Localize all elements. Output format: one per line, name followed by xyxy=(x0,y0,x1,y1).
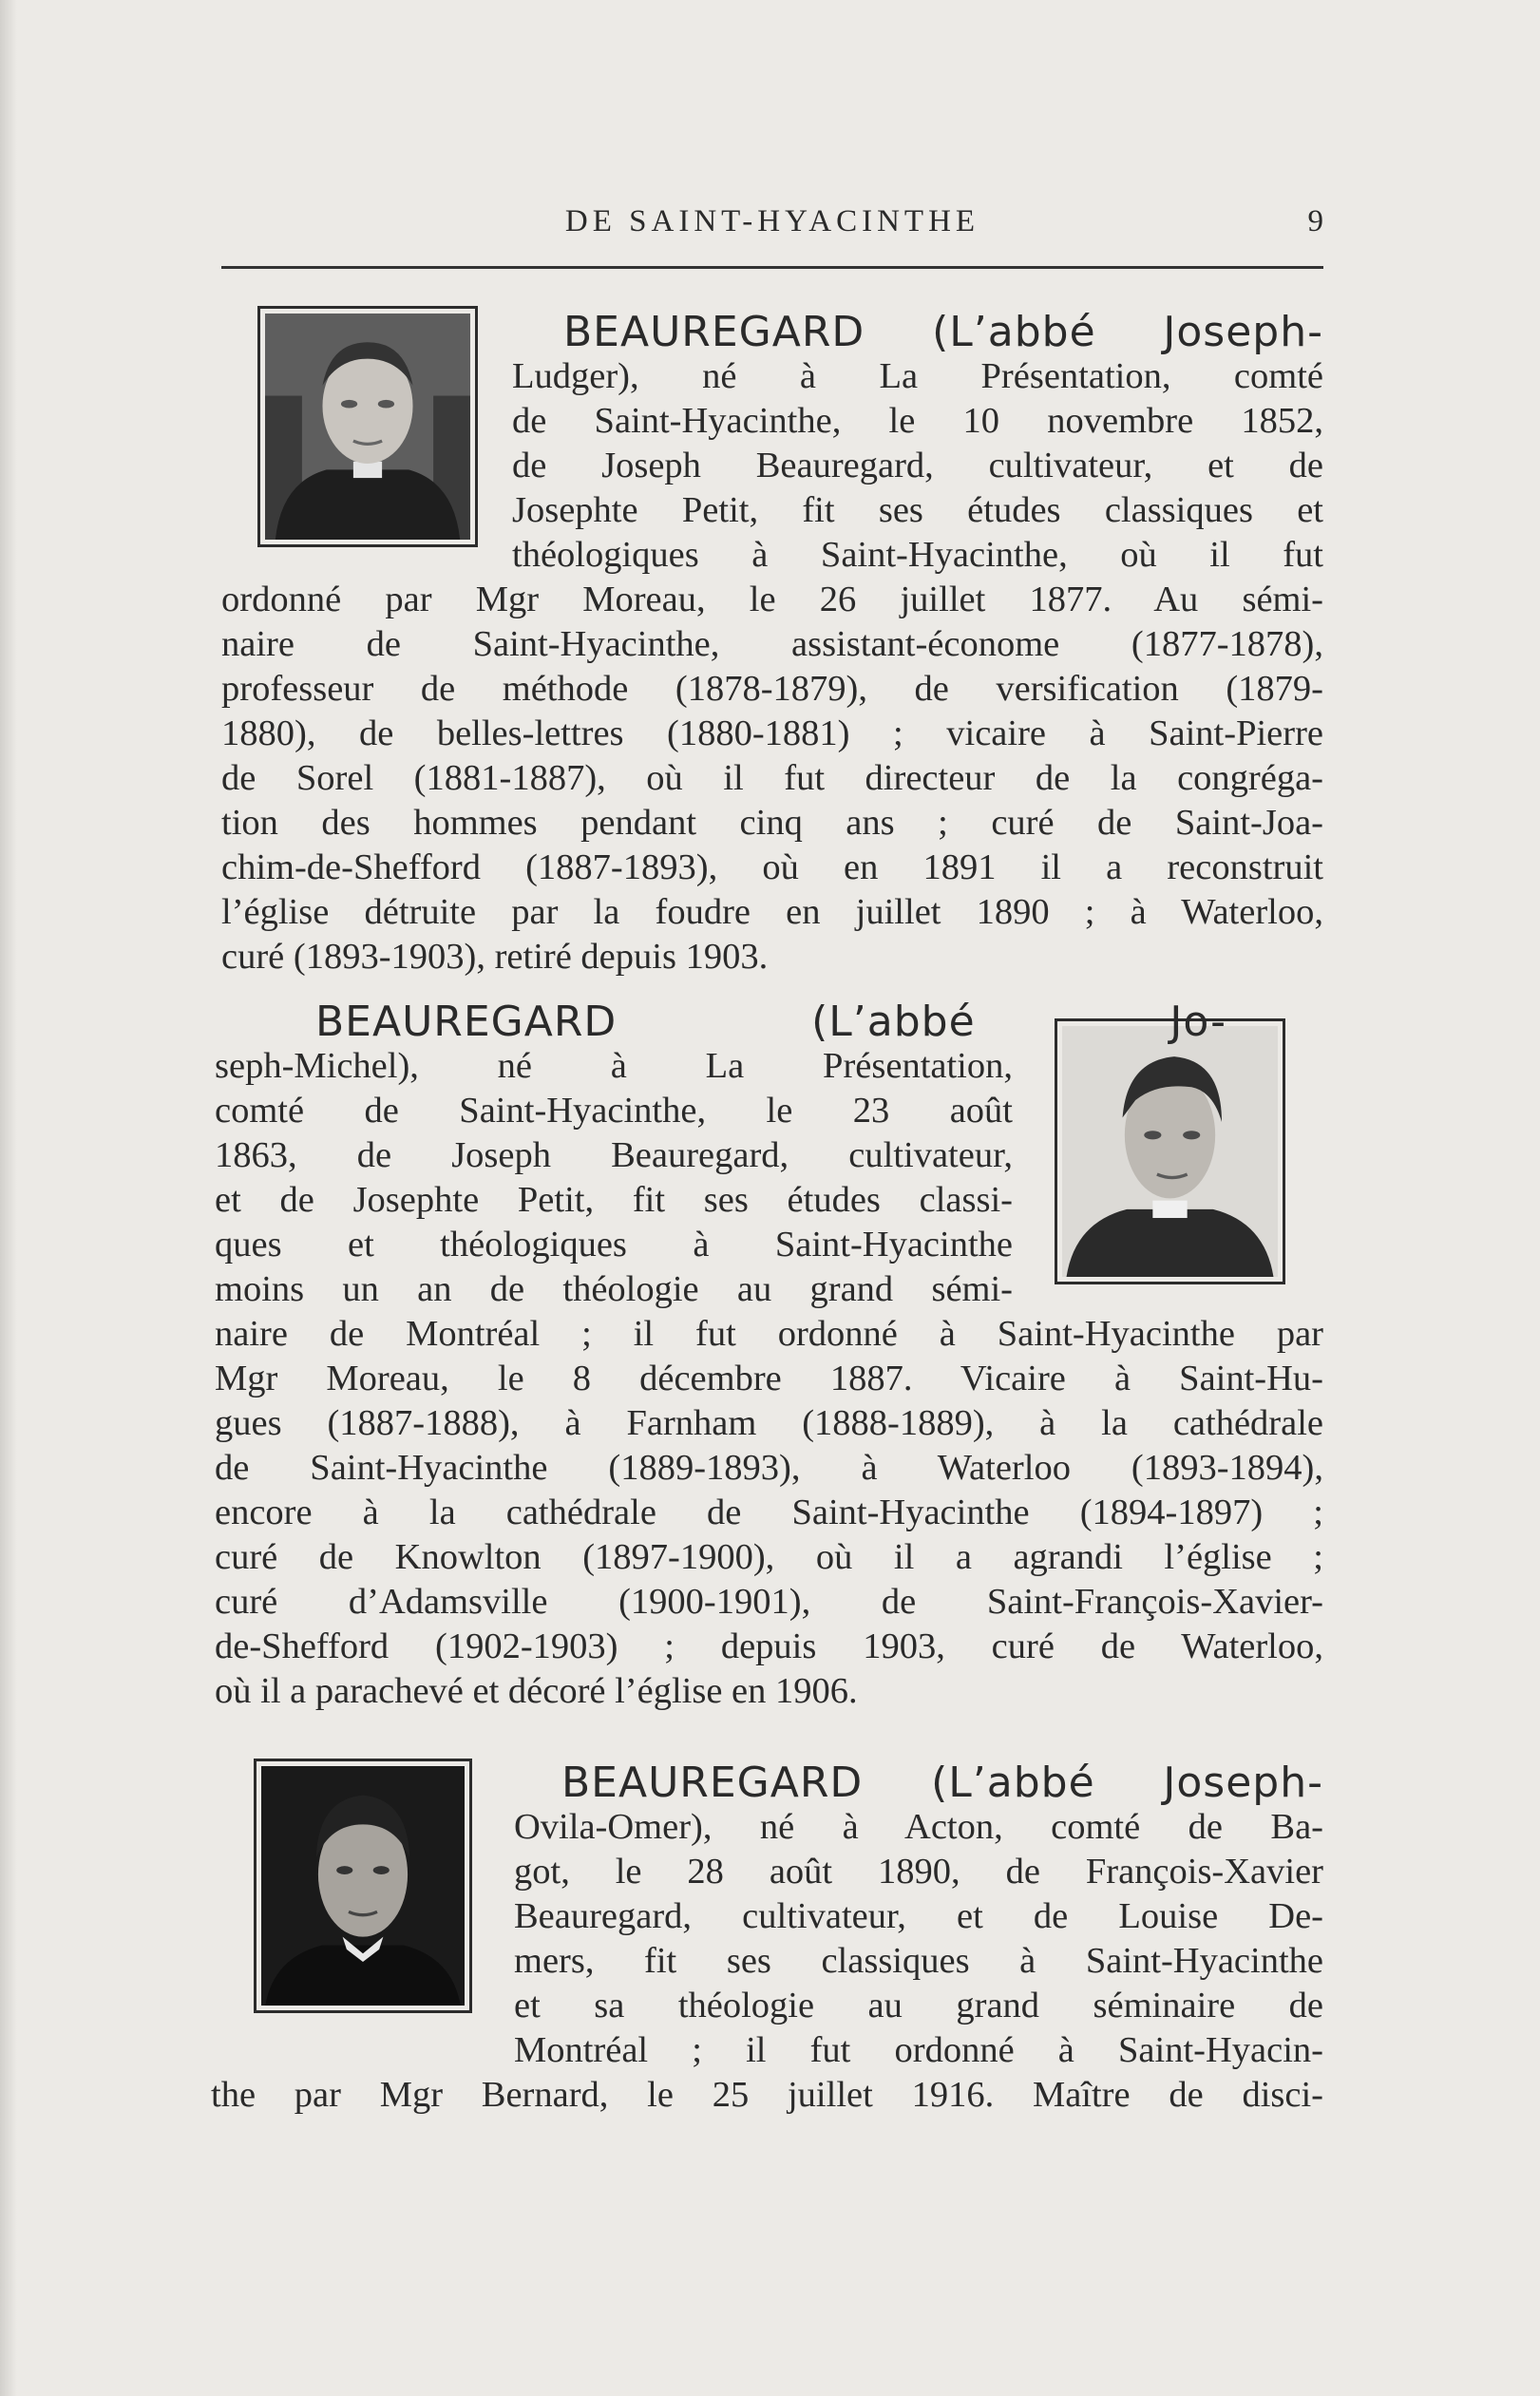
text-line: encore à la cathédrale de Saint-Hyacinthe (1894-1897) ; xyxy=(215,1493,1323,1532)
text-line: ques et théologiques à Saint-Hyacinthe xyxy=(215,1225,1013,1265)
text-line: moins un an de théologie au grand sémi- xyxy=(215,1269,1013,1309)
text-line: chim-de-Shefford (1887-1893), où en 1891 il a reconstruit xyxy=(221,847,1323,887)
entry-beauregard-joseph-ovila-omer xyxy=(211,1760,1323,2118)
text-line: naire de Saint-Hyacinthe, assistant-économe (1877-1878), xyxy=(221,624,1323,664)
text-line: got, le 28 août 1890, de François-Xavier xyxy=(514,1852,1323,1892)
text-line: de Saint-Hyacinthe (1889-1893), à Waterloo (1893-1894), xyxy=(215,1448,1323,1488)
text-line: Mgr Moreau, le 8 décembre 1887. Vicaire à Saint-Hu- xyxy=(215,1359,1323,1398)
text-line: 1880), de belles-lettres (1880-1881) ; vicaire à Saint-Pierre xyxy=(221,713,1323,753)
text-line: de-Shefford (1902-1903) ; depuis 1903, curé de Waterloo, xyxy=(215,1626,1323,1666)
text-line: curé de Knowlton (1897-1900), où il a agrandi l’église ; xyxy=(215,1537,1323,1577)
text-line: seph-Michel), né à La Présentation, xyxy=(215,1046,1013,1086)
text-line: Ovila-Omer), né à Acton, comté de Ba- xyxy=(514,1807,1323,1847)
text-line: théologiques à Saint-Hyacinthe, où il fut xyxy=(512,535,1323,575)
header-rule xyxy=(221,266,1323,269)
entry-beauregard-joseph-ludger xyxy=(221,310,1323,979)
entry-heading: BEAUREGARD (L’abbé Joseph- xyxy=(563,308,1323,356)
entry-beauregard-joseph-michel xyxy=(215,999,1323,1714)
text-line: de Saint-Hyacinthe, le 10 novembre 1852, xyxy=(512,401,1323,441)
text-line: ordonné par Mgr Moreau, le 26 juillet 1877. Au sémi- xyxy=(221,580,1323,619)
text-line: tion des hommes pendant cinq ans ; curé de Saint-Joa- xyxy=(221,803,1323,843)
text-line: Montréal ; il fut ordonné à Saint-Hyacin- xyxy=(514,2030,1323,2070)
running-title: DE SAINT-HYACINTHE xyxy=(564,204,980,238)
text-line: professeur de méthode (1878-1879), de versification (1879- xyxy=(221,669,1323,709)
text-line: 1863, de Joseph Beauregard, cultivateur, xyxy=(215,1135,1013,1175)
text-line: naire de Montréal ; il fut ordonné à Saint-Hyacinthe par xyxy=(215,1314,1323,1354)
text-line: curé (1893-1903), retiré depuis 1903. xyxy=(221,937,769,977)
text-line: mers, fit ses classiques à Saint-Hyacinthe xyxy=(514,1941,1323,1981)
text-line: Beauregard, cultivateur, et de Louise De- xyxy=(514,1896,1323,1936)
entry-heading: BEAUREGARD (L’abbé Joseph- xyxy=(561,1759,1323,1807)
text-line: et sa théologie au grand séminaire de xyxy=(514,1986,1323,2025)
page-edge-shadow xyxy=(0,0,17,2396)
text-line: de Sorel (1881-1887), où il fut directeur de la congréga- xyxy=(221,758,1323,798)
text-line: de Joseph Beauregard, cultivateur, et de xyxy=(512,446,1323,485)
text-line: l’église détruite par la foudre en juillet 1890 ; à Waterloo, xyxy=(221,892,1323,932)
entry-heading: BEAUREGARD (L’abbé Jo- xyxy=(315,998,1226,1046)
page-number: 9 xyxy=(1307,204,1323,238)
text-line: et de Josephte Petit, fit ses études classi- xyxy=(215,1180,1013,1220)
text-line: Ludger), né à La Présentation, comté xyxy=(512,356,1323,396)
text-line: comté de Saint-Hyacinthe, le 23 août xyxy=(215,1091,1013,1131)
text-line: Josephte Petit, fit ses études classiques et xyxy=(512,490,1323,530)
text-line: gues (1887-1888), à Farnham (1888-1889), à la cathédrale xyxy=(215,1403,1323,1443)
text-line: the par Mgr Bernard, le 25 juillet 1916. Maître de disci- xyxy=(211,2075,1323,2115)
running-header xyxy=(221,204,1323,246)
text-line: où il a parachevé et décoré l’église en 1906. xyxy=(215,1671,858,1711)
text-line: curé d’Adamsville (1900-1901), de Saint-François-Xavier- xyxy=(215,1582,1323,1622)
